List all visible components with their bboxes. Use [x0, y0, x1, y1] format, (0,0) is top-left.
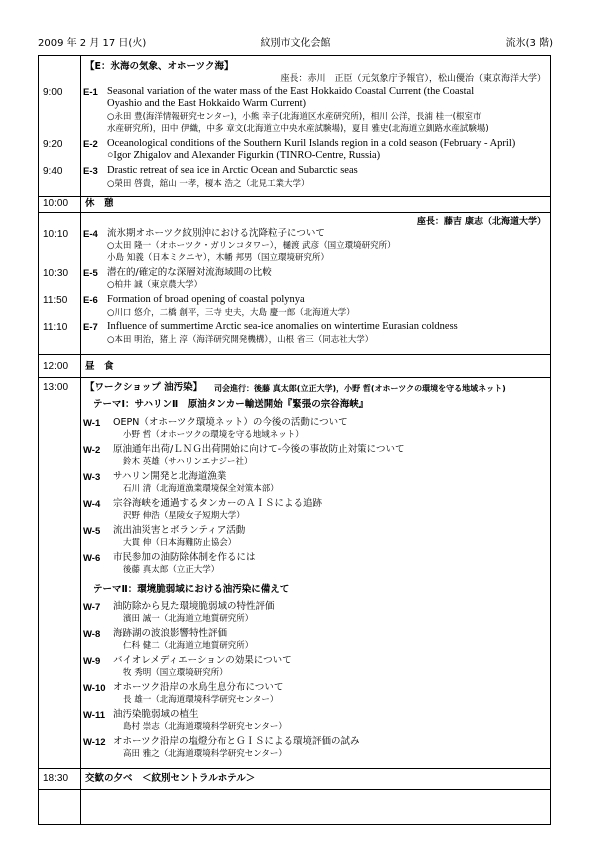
ws-code: W-9 — [83, 656, 101, 667]
ws-code: W-8 — [83, 629, 101, 640]
header-room: 流氷(3 階) — [505, 38, 553, 49]
row-divider — [39, 354, 550, 355]
ws-code: W-3 — [83, 472, 101, 483]
ws-author: 仁科 健二（北海道立地質研究所） — [123, 641, 254, 651]
lunch-time: 12:00 — [43, 361, 69, 372]
ws-author: 大貫 伸（日本海難防止協会） — [123, 538, 237, 548]
row-divider — [39, 377, 550, 378]
talk-title: Oceanological conditions of the Southern Kuril Islands region in a cold season (February - April) — [107, 138, 516, 149]
ws-author: 長 雄一（北海道環境科学研究センター） — [123, 695, 279, 705]
ws-code: W-10 — [83, 683, 106, 694]
talk-authors: ○川口 悠介，二橋 創平，三寺 史夫，大島 慶一郎（北海道大学） — [107, 308, 355, 318]
talk-time: 9:20 — [43, 139, 63, 150]
session-e-chairs: 座長：赤川 正臣（元気象庁予報官），松山優治（東京海洋大学） — [280, 74, 546, 84]
talk-time: 10:10 — [43, 229, 69, 240]
theme-2-title: テーマⅡ：環境脆弱域における油汚染に備えて — [93, 584, 290, 595]
ws-author: 石川 清（北海道漁業環境保全対策本部） — [123, 484, 279, 494]
ws-code: W-2 — [83, 445, 101, 456]
ws-title: バイオレメディエーションの効果について — [113, 655, 292, 666]
talk-title: Formation of broad opening of coastal polynya — [107, 294, 305, 305]
break-label: 休 憩 — [85, 198, 114, 209]
talk-code: E-3 — [83, 166, 98, 177]
ws-author: 鈴木 英雄（サハリンエナジー社） — [123, 457, 253, 467]
ws-title: 宗谷海峡を通過するタンカーのＡＩＳによる追跡 — [113, 498, 323, 509]
header-date: 2009 年 2 月 17 日(火) — [38, 38, 147, 49]
ws-code: W-11 — [83, 710, 105, 721]
ws-code: W-6 — [83, 553, 101, 564]
ws-author: 小野 哲（オホーツクの環境を守る地域ネット） — [123, 430, 304, 440]
program-table — [38, 55, 551, 825]
workshop-title: 【ワークショップ 油汚染】 — [85, 382, 203, 393]
ws-author: 濱田 誠一（北海道立地質研究所） — [123, 614, 254, 624]
talk-time: 11:10 — [43, 322, 68, 333]
talk-code: E-1 — [83, 87, 98, 98]
row-divider — [39, 789, 550, 790]
talk-authors-cont: 水産研究所)，田中 伊織，中多 章文(北海道立中央水産試験場)，夏目 雅史(北海道立釧路水産試験場) — [107, 124, 489, 134]
ws-author: 島村 崇志（北海道環境科学研究センター） — [123, 722, 287, 732]
talk-authors-cont: 小島 知義（日本ミクニヤ），木幡 邦男（国立環境研究所） — [107, 253, 329, 263]
talk-time: 9:00 — [43, 87, 63, 98]
talk-title-cont: Oyashio and the East Hokkaido Warm Current) — [107, 98, 306, 109]
header-venue: 紋別市文化会館 — [260, 38, 331, 49]
talk-title: Seasonal variation of the water mass of the East Hokkaido Coastal Current (the Coastal — [107, 86, 475, 97]
talk-code: E-2 — [83, 139, 98, 150]
talk-authors: ○榮田 啓貴，舘山 一孝，榎本 浩之（北見工業大学） — [107, 179, 310, 189]
ws-author: 高田 雅之（北海道環境科学研究センター） — [123, 749, 287, 759]
talk-code: E-5 — [83, 268, 98, 279]
time-column-divider — [80, 56, 81, 824]
lunch-label: 昼 食 — [85, 361, 114, 372]
ws-author: 後藤 真太郎（立正大学） — [123, 565, 220, 575]
talk-authors: ○太田 隆一（オホーツク・ガリンコタワー），樋渡 武彦（国立環境研究所） — [107, 241, 396, 251]
break-time: 10:00 — [43, 198, 69, 209]
row-divider — [39, 212, 550, 213]
ws-code: W-12 — [83, 737, 106, 748]
ws-title: 市民参加の油防除体制を作るには — [113, 552, 256, 563]
talk-code: E-4 — [83, 229, 98, 240]
ws-title: オホーツク沿岸の塩燈分布とＧＩＳによる環境評価の試み — [113, 736, 360, 747]
ws-title: OEPN（オホーツク環境ネット）の今後の活動について — [113, 417, 348, 428]
ws-code: W-7 — [83, 602, 101, 613]
talk-code: E-7 — [83, 322, 98, 333]
talk-authors: ○柏井 誠（東京農大学） — [107, 280, 203, 290]
ws-title: 油防除から見た環境脆弱域の特性評価 — [113, 601, 275, 612]
talk-title: Influence of summertime Arctic sea-ice anomalies on wintertime Eurasian coldness — [107, 321, 458, 332]
ws-title: 油汚染脆弱域の植生 — [113, 709, 199, 720]
ws-code: W-5 — [83, 526, 101, 537]
ws-title: 海跡湖の波浪影響特性評価 — [113, 628, 228, 639]
ws-title: サハリン開発と北海道漁業 — [113, 471, 227, 482]
workshop-time: 13:00 — [43, 382, 69, 393]
talk-authors: ○永田 豊(海洋情報研究センター)，小熊 幸子(北海道区水産研究所)，相川 公洋，長浦 桂一(根室市 — [107, 112, 482, 122]
ws-title: 流出油災害とボランティア活動 — [113, 525, 246, 536]
ws-title: 原油通年出荷/ＬＮＧ出荷開始に向けて-今後の事故防止対策について — [113, 444, 405, 455]
row-divider — [39, 768, 550, 769]
talk-code: E-6 — [83, 295, 98, 306]
workshop-moderators: 司会進行：後藤 真太郎(立正大学)，小野 哲(オホーツクの環境を守る地域ネット) — [214, 384, 506, 393]
theme-1-title: テーマⅠ：サハリンⅡ 原油タンカー輸送開始『緊張の宗谷海峡』 — [93, 399, 369, 410]
talk-authors: ○本田 明治，猪上 淳（海洋研究開発機構），山根 省三（同志社大学） — [107, 335, 374, 345]
talk-time: 10:30 — [43, 268, 69, 279]
talk-time: 9:40 — [43, 166, 63, 177]
talk-title: 潜在的/確定的な深層対流海域間の比較 — [107, 267, 272, 278]
talk-time: 11:50 — [43, 295, 68, 306]
ws-code: W-4 — [83, 499, 101, 510]
talk-title: 流氷期オホーツク紋別沖における沈降粒子について — [107, 228, 325, 239]
reception-time: 18:30 — [43, 773, 69, 784]
talk-authors: ○Igor Zhigalov and Alexander Figurkin (TINRO-Centre, Russia) — [107, 150, 381, 161]
reception-label: 交歓の夕べ ＜紋別セントラルホテル＞ — [85, 773, 256, 784]
ws-code: W-1 — [83, 418, 101, 429]
page-header — [38, 37, 553, 51]
ws-author: 牧 秀明（国立環境研究所） — [123, 668, 228, 678]
ws-title: オホーツク沿岸の水鳥生息分布について — [113, 682, 284, 693]
session-e-title: 【E：氷海の気象、オホーツク海】 — [85, 61, 234, 72]
ws-author: 沢野 伸浩（星陵女子短期大学） — [123, 511, 245, 521]
session-e2-chairs: 座長：藤吉 康志（北海道大学） — [416, 217, 546, 227]
row-divider — [39, 196, 550, 197]
talk-title: Drastic retreat of sea ice in Arctic Ocean and Subarctic seas — [107, 165, 358, 176]
